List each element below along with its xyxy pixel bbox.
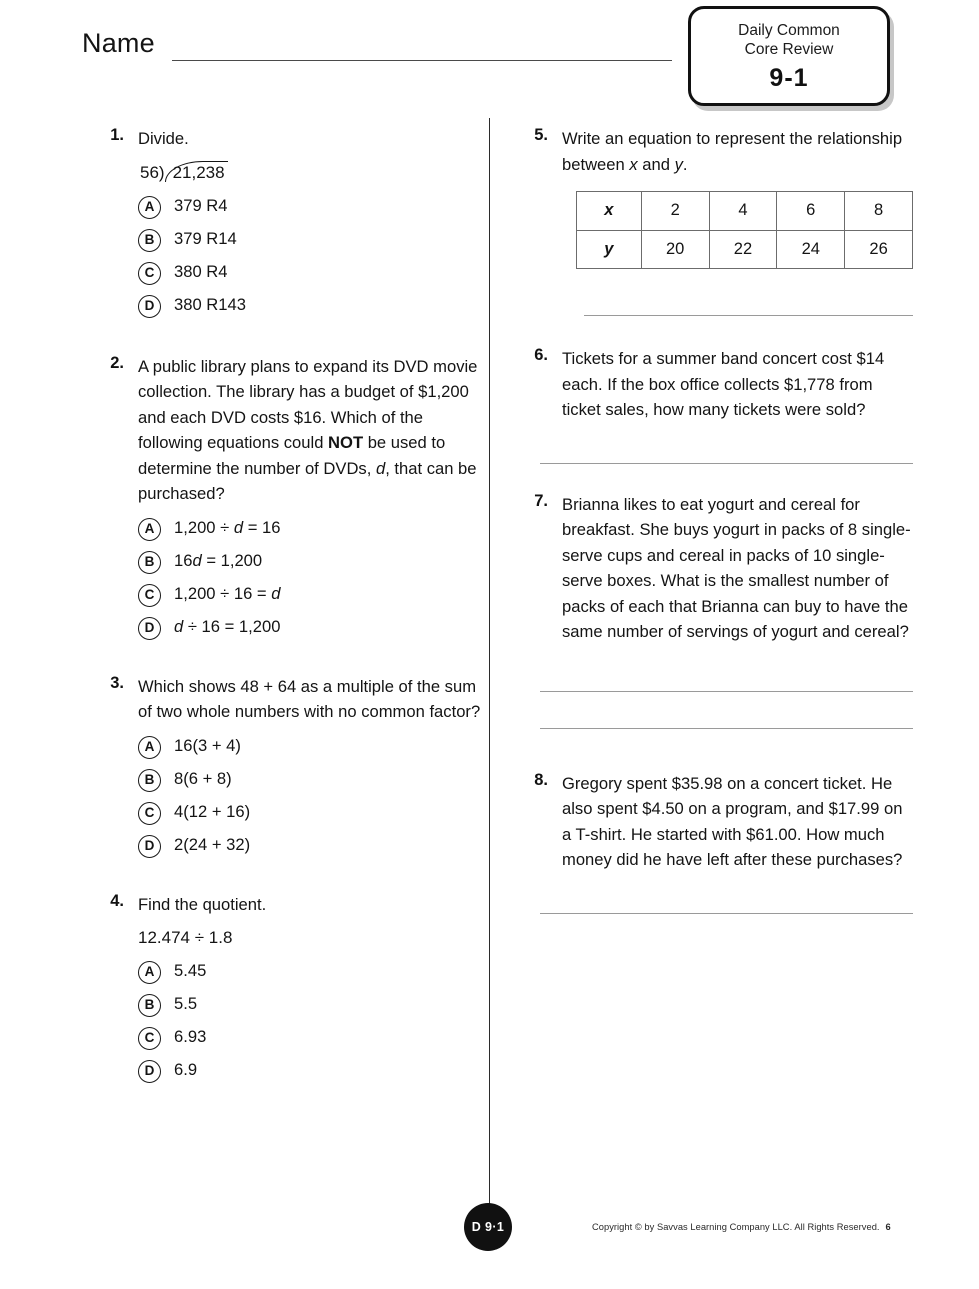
xy-value-table bbox=[576, 191, 913, 269]
question-3 bbox=[94, 674, 489, 858]
question-5-number: 5. bbox=[534, 126, 548, 144]
question-1-stem: Divide. bbox=[138, 129, 189, 148]
question-1-divisor: 56 bbox=[140, 162, 159, 182]
cell-x-1: 2 bbox=[641, 192, 709, 231]
choice-bubble-c[interactable]: C bbox=[138, 262, 161, 285]
choice-option[interactable] bbox=[138, 833, 489, 858]
question-4-choices bbox=[138, 959, 489, 1083]
choice-bubble-b[interactable]: B bbox=[138, 994, 161, 1017]
answer-line-q7-a[interactable] bbox=[540, 691, 913, 692]
question-4-stem: Find the quotient. bbox=[138, 894, 267, 914]
question-5 bbox=[518, 126, 913, 316]
question-1-expression: 56) 21,238 bbox=[138, 161, 489, 185]
choice-bubble-b[interactable]: B bbox=[138, 229, 161, 252]
cell-y-4: 26 bbox=[845, 230, 913, 269]
left-column bbox=[94, 126, 489, 1103]
copyright-text: Copyright © by Savvas Learning Company LLC. All Rights Reserved. bbox=[592, 1222, 880, 1232]
choice-bubble-a[interactable]: A bbox=[138, 736, 161, 759]
question-3-number: 3. bbox=[110, 673, 124, 692]
choice-text: 380 R4 bbox=[174, 261, 228, 281]
question-4 bbox=[94, 892, 489, 1084]
choice-option[interactable] bbox=[138, 615, 489, 640]
answer-line-q6[interactable] bbox=[540, 463, 913, 464]
question-6-stem: Tickets for a summer band concert cost $14 each. If the box office collects $1,778 from ticket sales, how many tickets were sold? bbox=[562, 349, 885, 419]
choice-option[interactable] bbox=[138, 194, 489, 219]
review-badge bbox=[688, 6, 890, 106]
question-2-choices bbox=[138, 516, 489, 640]
question-7 bbox=[518, 492, 913, 729]
choice-bubble-d[interactable]: D bbox=[138, 295, 161, 318]
question-1 bbox=[94, 126, 489, 318]
choice-option[interactable] bbox=[138, 516, 489, 541]
badge-line-2: Core Review bbox=[744, 41, 834, 58]
choice-text: 1,200 ÷ 16 = d bbox=[174, 583, 281, 603]
choice-text: 379 R4 bbox=[174, 195, 228, 215]
question-6 bbox=[518, 346, 913, 464]
choice-option[interactable] bbox=[138, 293, 489, 318]
answer-line-q7-b[interactable] bbox=[540, 728, 913, 729]
badge-line-1: Daily Common bbox=[738, 22, 840, 39]
choice-option[interactable] bbox=[138, 767, 489, 792]
choice-bubble-c[interactable]: C bbox=[138, 584, 161, 607]
answer-line-q8[interactable] bbox=[540, 913, 913, 914]
choice-bubble-c[interactable]: C bbox=[138, 802, 161, 825]
row-label-x: x bbox=[577, 192, 642, 231]
choice-bubble-b[interactable]: B bbox=[138, 769, 161, 792]
choice-option[interactable] bbox=[138, 1025, 489, 1050]
question-6-number: 6. bbox=[534, 346, 548, 364]
name-write-line[interactable] bbox=[172, 60, 672, 61]
choice-text: 2(24 + 32) bbox=[174, 834, 251, 854]
choice-option[interactable] bbox=[138, 260, 489, 285]
badge-lesson-code: 9-1 bbox=[769, 64, 809, 92]
question-7-stem: Brianna likes to eat yogurt and cereal for breakfast. She buys yogurt in packs of 8 single-serve cups and cereal in packs of 10 single-serve boxes. What is the smallest number of packs of each that Brianna can buy to have the same number of servings of yogurt and cereal? bbox=[562, 494, 911, 641]
choice-text: 5.45 bbox=[174, 961, 207, 980]
question-4-number: 4. bbox=[110, 891, 124, 910]
right-column bbox=[518, 126, 913, 934]
cell-x-3: 6 bbox=[777, 192, 845, 231]
choice-text: 16d = 1,200 bbox=[174, 550, 263, 570]
choice-option[interactable] bbox=[138, 734, 489, 759]
choice-text: 6.9 bbox=[174, 1060, 198, 1079]
choice-option[interactable] bbox=[138, 800, 489, 825]
question-7-number: 7. bbox=[534, 491, 548, 510]
question-3-stem: Which shows 48 + 64 as a multiple of the sum of two whole numbers with no common factor? bbox=[138, 676, 481, 721]
question-5-stem: Write an equation to represent the relationship between x and y. bbox=[562, 129, 903, 174]
answer-line-q5[interactable] bbox=[584, 315, 913, 316]
copyright-notice bbox=[592, 1222, 891, 1232]
choice-bubble-d[interactable]: D bbox=[138, 617, 161, 640]
question-1-number: 1. bbox=[110, 126, 124, 144]
question-2 bbox=[94, 354, 489, 640]
question-8-stem: Gregory spent $35.98 on a concert ticket. He also spent $4.50 on a program, and $17.99 on a T-shirt. He started with $61.00. How much money did he have left after these purchases? bbox=[562, 773, 903, 869]
question-8 bbox=[518, 771, 913, 914]
name-label: Name bbox=[82, 28, 155, 58]
cell-x-2: 4 bbox=[709, 192, 777, 231]
question-1-choices bbox=[138, 194, 489, 318]
question-2-stem: A public library plans to expand its DVD movie collection. The library has a budget of $1,200 and each DVD costs $16. Which of the following equations could NOT be used to determine the number of DVDs, d, that can be purchased? bbox=[138, 356, 478, 503]
choice-bubble-d[interactable]: D bbox=[138, 1060, 161, 1083]
choice-bubble-c[interactable]: C bbox=[138, 1027, 161, 1050]
choice-bubble-a[interactable]: A bbox=[138, 518, 161, 541]
table-row-x bbox=[577, 192, 913, 231]
choice-text: 8(6 + 8) bbox=[174, 768, 232, 788]
choice-bubble-a[interactable]: A bbox=[138, 961, 161, 984]
choice-option[interactable] bbox=[138, 992, 489, 1017]
choice-text: 6.93 bbox=[174, 1027, 207, 1046]
choice-option[interactable] bbox=[138, 582, 489, 607]
column-divider bbox=[489, 118, 490, 1218]
choice-option[interactable] bbox=[138, 227, 489, 252]
choice-text: 380 R143 bbox=[174, 294, 246, 314]
name-field-row bbox=[82, 28, 672, 72]
choice-option[interactable] bbox=[138, 1058, 489, 1083]
choice-text: 16(3 + 4) bbox=[174, 735, 241, 755]
question-1-dividend: 21,238 bbox=[165, 161, 228, 182]
cell-y-1: 20 bbox=[641, 230, 709, 269]
table-row-y bbox=[577, 230, 913, 269]
choice-text: 5.5 bbox=[174, 994, 198, 1013]
choice-text: 379 R14 bbox=[174, 228, 237, 248]
choice-option[interactable] bbox=[138, 549, 489, 574]
cell-y-3: 24 bbox=[777, 230, 845, 269]
page-number: 6 bbox=[885, 1222, 891, 1232]
question-3-choices bbox=[138, 734, 489, 858]
cell-x-4: 8 bbox=[845, 192, 913, 231]
cell-y-2: 22 bbox=[709, 230, 777, 269]
question-4-expression: 12.474 ÷ 1.8 bbox=[138, 928, 233, 947]
choice-option[interactable] bbox=[138, 959, 489, 984]
row-label-y: y bbox=[577, 230, 642, 269]
choice-text: 1,200 ÷ d = 16 bbox=[174, 517, 281, 537]
choice-text: 4(12 + 16) bbox=[174, 801, 251, 821]
question-8-number: 8. bbox=[534, 770, 548, 789]
footer-lesson-badge: D 9·1 bbox=[464, 1203, 512, 1251]
choice-bubble-a[interactable]: A bbox=[138, 196, 161, 219]
choice-text: d ÷ 16 = 1,200 bbox=[174, 616, 281, 636]
choice-bubble-b[interactable]: B bbox=[138, 551, 161, 574]
question-2-number: 2. bbox=[110, 353, 124, 372]
choice-bubble-d[interactable]: D bbox=[138, 835, 161, 858]
